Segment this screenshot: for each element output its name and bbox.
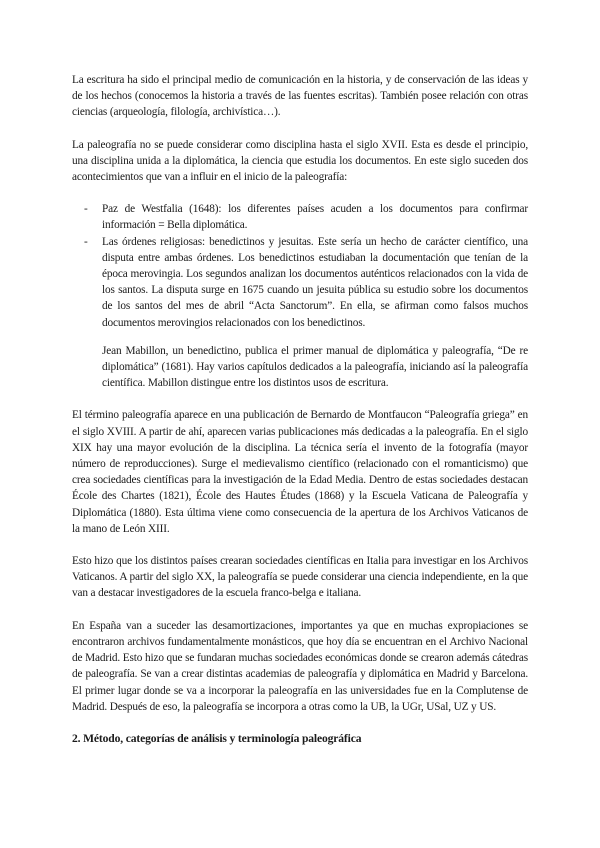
list-item (72, 201, 528, 233)
section-heading: 2. Método, categorías de análisis y terminología paleográfica (72, 731, 362, 745)
paragraph-montfaucon: El término paleografía aparece en una publicación de Bernardo de Montfaucon “Paleografía griega” en el siglo XVIII. A partir de ahí, aparecen varias publicaciones más dedicadas a la paleografía. En el siglo XIX hay una mayor evolución de la disciplina. La técnica sería el invento de la fotografía (mayor número de reproducciones). Surge el medievalismo científico (relacionado con el romanticismo) que crea sociedades científicas para la investigación de la Edad Media. Dentro de estas sociedades destacan École des Chartes (1821), École des Hautes Études (1868) y la Escuela Vaticana de Paleografía y Diplomática (1880). Esta última viene como consecuencia de la apertura de los Archivos Vaticanos de la mano de León XIII. (72, 409, 528, 535)
list-bullet: - (84, 203, 88, 216)
document-page (72, 72, 528, 747)
paragraph-intro: La escritura ha sido el principal medio de comunicación en la historia, y de conservación de las ideas y de los hechos (conocemos la historia a través de las fuentes escritas). También posee relación con otras ciencias (arqueología, filología, archivística…). (72, 74, 528, 119)
paragraph-mabillon: Jean Mabillon, un benedictino, publica el primer manual de diplomática y paleografía, “De re diplomática” (1681). Hay varios capítulos dedicados a la paleografía, iniciando así la paleografía científica. Mabillon distingue entre los distintos usos de escritura. (102, 344, 528, 390)
paragraph-vatican: Esto hizo que los distintos países crearan sociedades científicas en Italia para investigar en los Archivos Vaticanos. A partir del siglo XX, la paleografía se puede considerar una ciencia independiente, en la que van a destacar investigadores de la escuela franco-belga e italiana. (72, 555, 528, 600)
list-bullet: - (84, 235, 88, 248)
list-item-text: Las órdenes religiosas: benedictinos y jesuitas. Este sería un hecho de carácter científico, una disputa entre ambas órdenes. Los benedictinos estudiaban la documentación que tenían de la época merovingia. Los segundos analizan los documentos auténticos relacionados con la vida de los santos. La disputa surge en 1675 cuando un jesuita pública su estudio sobre los documentos de los santos del mes de abril “Acta Sanctorum”. En ella, se afirman como falsos muchos documentos merovingios relacionados con los benedictinos. (102, 235, 528, 329)
list-item-text: Paz de Westfalia (1648): los diferentes países acuden a los documentos para confirmar información = Bella diplomática. (102, 203, 528, 232)
list-item (72, 234, 528, 331)
paragraph-origins: La paleografía no se puede considerar como disciplina hasta el siglo XVII. Esta es desde el principio, una disciplina unida a la diplomática, la ciencia que estudia los documentos. En este siglo suceden dos acontecimientos que van a influir en el inicio de la paleografía: (72, 138, 528, 184)
events-list (72, 201, 528, 331)
paragraph-spain: En España van a suceder las desamortizaciones, importantes ya que en muchas expropiaciones se encontraron archivos fundamentalmente monásticos, que hoy día se encuentran en el Archivo Nacional de Madrid. Esto hizo que se fundaran muchas sociedades económicas donde se crearon además cátedras de paleografía. Se van a crear distintas academias de paleografía y diplomática en Madrid y Barcelona. El primer lugar donde se va a incorporar la paleografía en las universidades fue en la Complutense de Madrid. Después de eso, la paleografía se incorpora a otras como la UB, la UGr, USal, UZ y US. (72, 619, 528, 713)
